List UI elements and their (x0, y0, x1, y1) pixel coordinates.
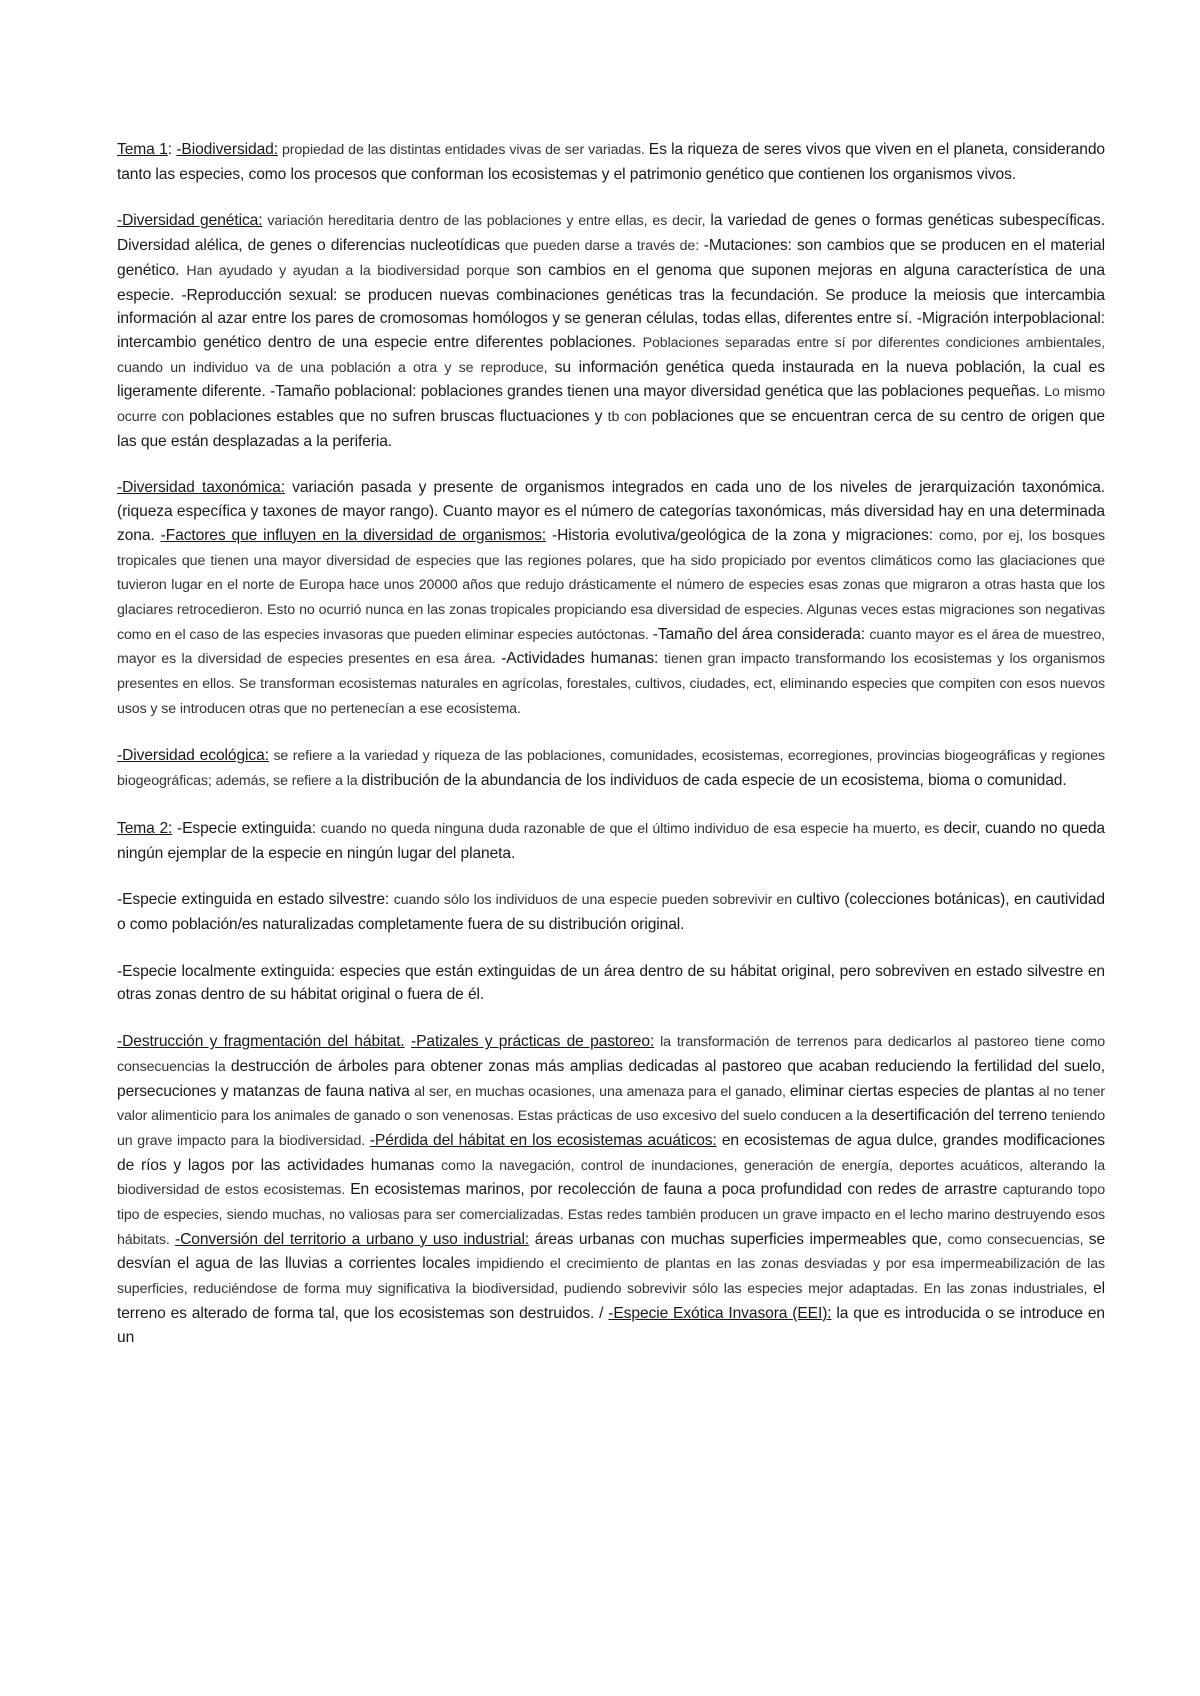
body-text-run: son cambios en el genoma que suponen mejoras en alguna característica de una especie. -Reproducción sexual: se producen nuevas combinaciones genéticas tras la fecundación. (117, 261, 1105, 304)
body-text-run: Poblaciones separadas entre sí por diferentes condiciones ambientales, cuando un individuo va de una población a otra y se reproduce, (117, 334, 1106, 376)
body-text-run: distribución de la abundancia de los individuos de cada especie de un ecosistema, bioma o comunidad. (361, 772, 1067, 790)
body-text-run: -Tamaño del área considerada: (652, 625, 870, 643)
document-page (117, 138, 1105, 1372)
body-text-run: la que es introducida o se introduce en un (117, 1304, 1105, 1346)
underlined-heading-text: -Destrucción y fragmentación del hábitat. (117, 1033, 405, 1051)
body-text-run: se refiere a la variedad y riqueza de las poblaciones, comunidades, ecosistemas, ecorregiones, provincias biogeográficas y regiones biogeográficas; además, se refiere a la (117, 748, 1105, 790)
body-text-run: la variedad de genes o formas genéticas subespecíficas. Diversidad alélica, de genes o diferencias nucleotídicas (117, 212, 1105, 255)
body-text-run: al ser, en muchas ocasiones, una amenaza para el ganado, (414, 1083, 790, 1100)
paragraph-extinguida-estado-silvestre (117, 888, 1105, 936)
body-text-run: Se produce la meiosis que intercambia información al azar entre los pares de cromosomas homólogos y se generan células, todas ellas, diferentes entre sí. -Migración interpoblacional: intercambio genético dentro de una especie entre diferentes poblaciones. (117, 286, 1105, 351)
body-text-run: la transformación de terrenos para dedicarlos al pastoreo tiene como consecuencias la (117, 1034, 1106, 1075)
underlined-heading-text: -Diversidad taxonómica: (117, 479, 285, 497)
body-text-run: cuanto mayor es el área de muestreo, mayor es la diversidad de especies presentes en esa área. (117, 626, 1106, 668)
underlined-heading-text: -Patizales y prácticas de pastoreo: (411, 1033, 655, 1051)
paragraph-tema-1-biodiversidad (117, 138, 1105, 186)
underlined-heading-text: -Biodiversidad: (176, 141, 278, 158)
paragraph-destruccion-habitat (117, 1030, 1105, 1349)
underlined-heading-text: -Diversidad ecológica: (117, 747, 269, 765)
paragraph-diversidad-genetica (117, 209, 1105, 453)
body-text-run: decir, cuando no queda ningún ejemplar de la especie en ningún lugar del planeta. (117, 819, 1105, 862)
body-text-run: cultivo (colecciones botánicas), en cautividad o como población/es naturalizadas completamente fuera de su distribución original. (117, 891, 1105, 933)
underlined-heading-text: -Conversión del territorio a urbano y uso industrial: (175, 1230, 530, 1248)
body-text-run: Lo mismo ocurre con (117, 384, 1105, 426)
body-text-run: En ecosistemas marinos, por recolección de fauna a poca profundidad con redes de arrastre (350, 1181, 1003, 1199)
body-text-run: -Especie localmente extinguida: especies que están extinguidas de un área dentro de su hábitat original, pero sobreviven en estado silvestre en otras zonas dentro de su hábitat original o fuera de él. (117, 962, 1105, 1004)
paragraph-tema-2-especie-extinguida (117, 817, 1105, 865)
underlined-heading-text: -Pérdida del hábitat en los ecosistemas acuáticos: (369, 1131, 717, 1149)
body-text-run: teniendo un grave impacto para la biodiversidad. (117, 1108, 1105, 1149)
paragraph-diversidad-ecologica (117, 744, 1105, 793)
underlined-heading-text: -Diversidad genética: (117, 212, 263, 230)
body-text-run: como la navegación, control de inundaciones, generación de energía, deportes acuáticos, alterando la biodiversidad de estos ecosistemas. (117, 1157, 1105, 1199)
underlined-heading-text: -Factores que influyen en la diversidad de organismos: (160, 526, 547, 544)
underlined-heading-text: Tema 2: (117, 819, 173, 837)
body-text-run: desertificación del terreno (871, 1107, 1052, 1125)
body-text-run: cuando no queda ninguna duda razonable de que el último individuo de esa especie ha muerto, es (320, 820, 944, 837)
body-text-run: el terreno es alterado de forma tal, que los ecosistemas son destruidos. / (117, 1280, 1105, 1322)
paragraph-localmente-extinguida (117, 960, 1105, 1007)
body-text-run: destrucción de árboles para obtener zonas más amplias dedicadas al pastoreo que acaban reduciendo la fertilidad del suelo, persecuciones y matanzas de fauna nativa (117, 1057, 1105, 1100)
underlined-heading-text: Tema 1 (117, 141, 168, 158)
body-text-run: : (167, 141, 177, 158)
body-text-run: en ecosistemas de agua dulce, grandes modificaciones de ríos y lagos por las actividades humanas (117, 1131, 1105, 1174)
body-text-run: como, por ej, los bosques tropicales que tienen una mayor diversidad de especies que las regiones polares, que ha sido propiciado por eventos climáticos como las glaciaciones que tuvieron lugar en el norte de Europa hace unos 20000 años que redujo drásticamente el número de especies esas zonas que migraron a otras hasta que los glaciares retrocedieron. Esto no ocurrió nunca en las zonas tropicales propiciando esa diversidad de especies. Algunas veces estas migraciones son negativas como en el caso de las especies invasoras que pueden eliminar especies autóctonas. (117, 527, 1105, 643)
body-text-run: capturando topo tipo de especies, siendo muchas, no valiosas para ser comercializadas. Estas redes también producen un grave impacto en el lecho marino destruyendo esos hábitats. (117, 1182, 1105, 1248)
body-text-run: -Mutaciones: son cambios que se producen en el material genético. (117, 237, 1105, 279)
body-text-run: su información genética queda instaurada en la nueva población, la cual es ligeramente diferente. -Tamaño poblacional: poblaciones grandes tienen una mayor diversidad genética que las poblaciones pequeñas. (117, 358, 1106, 401)
body-text-run: cuando sólo los individuos de una especie pueden sobrevivir en (393, 892, 797, 909)
body-text-run: impidiendo el crecimiento de plantas en las zonas desviadas y por esa impermeabilización de las superficies, reduciéndose de forma muy significativa la biodiversidad, pudiendo sobrevivir sólo las especies mejor adaptadas. En las zonas industriales, (117, 1256, 1105, 1298)
body-text-run: propiedad de las distintas entidades vivas de ser variadas. (277, 142, 649, 158)
body-text-run: eliminar ciertas especies de plantas (789, 1082, 1039, 1100)
body-text-run: como consecuencias, (947, 1231, 1089, 1248)
body-text-run: poblaciones estables que no sufren bruscas fluctuaciones y (188, 408, 608, 426)
body-text-run: poblaciones que se encuentran cerca de su centro de origen que las que están desplazadas a la periferia. (117, 408, 1106, 450)
body-text-run: -Historia evolutiva/geológica de la zona y migraciones: (546, 526, 939, 544)
body-text-run: -Actividades humanas: (501, 650, 665, 668)
body-text-run: variación pasada y presente de organismos integrados en cada uno de los niveles de jerarquización taxonómica. (riqueza específica y taxones de mayor rango). Cuanto mayor es el número de categorías taxonómicas, más diversidad hay en una determinada zona. (117, 479, 1105, 544)
body-text-run: Es la riqueza de seres vivos que viven en el planeta, considerando tanto las especies, como los procesos que conforman los ecosistemas y el patrimonio genético que contienen los organismos vivos. (117, 141, 1105, 183)
body-text-run: variación hereditaria dentro de las poblaciones y entre ellas, es decir, (262, 213, 711, 230)
body-text-run: -Especie extinguida: (172, 819, 321, 837)
body-text-run: que pueden darse a través de: (505, 238, 704, 255)
body-text-run: al no tener valor alimenticio para los animales de ganado o son venenosas. Estas prácticas de uso excesivo del suelo conducen a la (117, 1083, 1105, 1125)
paragraph-diversidad-taxonomica (117, 476, 1105, 721)
body-text-run: Han ayudado y ayudan a la biodiversidad porque (186, 262, 517, 279)
body-text-run: tienen gran impacto transformando los ecosistemas y los organismos presentes en ellos. Se transforman ecosistemas naturales en agrícolas, forestales, cultivos, ciudades, ect, eliminando especies que compiten con esos nuevos usos y se introducen otras que no pertenecían a ese ecosistema. (117, 651, 1105, 717)
underlined-heading-text: -Especie Exótica Invasora (EEI): (608, 1304, 832, 1322)
body-text-run: -Especie extinguida en estado silvestre: (117, 891, 394, 909)
body-text-run: se desvían el agua de las lluvias a corrientes locales (117, 1230, 1106, 1273)
body-text-run: áreas urbanas con muchas superficies impermeables que, (529, 1230, 948, 1248)
body-text-run: tb con (607, 409, 652, 426)
